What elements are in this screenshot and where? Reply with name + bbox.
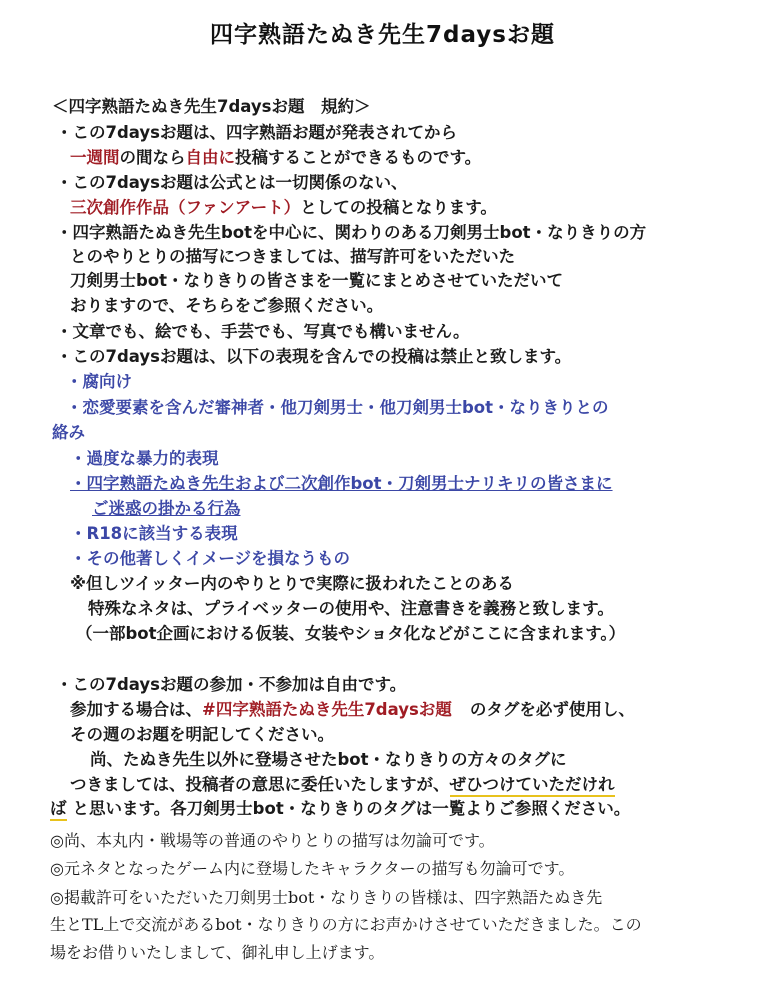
rule-6-line-1: ・この7daysお題の参加・不参加は自由です。	[56, 675, 407, 694]
prohibited-item-2-cont: 絡み	[52, 423, 85, 442]
highlight-request-cont: ば	[50, 799, 67, 818]
rule-6-tag-end: のタグを必ず使用し、	[469, 700, 635, 719]
page-title: 四字熟語たぬき先生7daysお題	[210, 22, 555, 48]
rule-6-e-pre: つきましては、投稿者の意思に委任いたしますが、	[70, 775, 450, 794]
rule-6-line-3: その週のお題を明記してください。	[70, 725, 334, 744]
rule-2-line-2	[70, 196, 497, 220]
note-3-line-2: 生とTL上で交流があるbot・なりきりの方にお声かけさせていただきました。この	[50, 915, 642, 934]
rule-6-pre: 参加する場合は、	[70, 700, 202, 719]
rule-6-line-2	[70, 698, 635, 722]
highlight-request: ぜひつけていただけれ	[449, 775, 615, 794]
prohibited-item-1: ・腐向け	[66, 372, 132, 391]
note-3-line-1: ◎掲載許可をいただいた刀剣男士bot・なりきりの皆様は、四字熟語たぬき先	[50, 888, 603, 907]
rule-6-line-6	[50, 797, 630, 821]
rule-2-end: としての投稿となります。	[300, 198, 497, 217]
note-2: ◎元ネタとなったゲーム内に登場したキャラクターの描写も勿論可です。	[50, 859, 575, 878]
rule-1-line-2	[70, 146, 481, 170]
rule-6-line-5	[70, 773, 615, 797]
emphasis-free: 自由に	[185, 148, 235, 167]
emphasis-one-week: 一週間	[70, 148, 120, 167]
prohibited-item-5: ・R18に該当する表現	[70, 524, 238, 543]
rule-2-line-1: ・この7daysお題は公式とは一切関係のない、	[56, 173, 408, 192]
rule-3-line-3: 刀剣男士bot・なりきりの皆さまを一覧にまとめさせていただいて	[70, 271, 564, 290]
rule-6-f-end: と思います。各刀剣男士bot・なりきりのタグは一覧よりご参照ください。	[72, 799, 631, 818]
rule-3-line-1: ・四字熟語たぬき先生botを中心に、関わりのある刀剣男士bot・なりきりの方	[56, 223, 647, 242]
prohibited-item-6: ・その他著しくイメージを損なうもの	[70, 549, 351, 568]
rule-6-line-4: 尚、たぬき先生以外に登場させたbot・なりきりの方々のタグに	[90, 750, 567, 769]
rule-3-line-4: おりますので、そちらをご参照ください。	[70, 296, 384, 315]
exception-note-3: （一部bot企画における仮装、女装やショタ化などがここに含まれます。）	[76, 624, 626, 643]
hashtag: #四字熟語たぬき先生7daysお題	[202, 700, 452, 719]
prohibited-item-4-cont: ご迷惑の掛かる行為	[92, 499, 241, 518]
emphasis-fan-art: 三次創作作品（ファンアート）	[70, 198, 301, 217]
prohibited-item-2: ・恋愛要素を含んだ審神者・他刀剣男士・他刀剣男士bot・なりきりとの	[66, 398, 609, 417]
rule-1-end: 投稿することができるものです。	[235, 148, 482, 167]
rule-1-mid: の間なら	[119, 148, 186, 167]
prohibited-item-4: ・四字熟語たぬき先生および二次創作bot・刀剣男士ナリキリの皆さまに	[70, 474, 613, 493]
exception-note-2: 特殊なネタは、プライベッターの使用や、注意書きを義務と致します。	[88, 599, 614, 618]
prohibited-item-3: ・過度な暴力的表現	[70, 449, 219, 468]
rule-3-line-2: とのやりとりの描写につきましては、描写許可をいただいた	[70, 247, 516, 266]
rules-header: ＜四字熟語たぬき先生7daysお題 規約＞	[52, 97, 371, 116]
note-3-line-3: 場をお借りいたしまして、御礼申し上げます。	[50, 943, 385, 962]
rule-4: ・文章でも、絵でも、手芸でも、写真でも構いません。	[56, 322, 470, 341]
rule-1-line-1: ・この7daysお題は、四字熟語お題が発表されてから	[56, 123, 457, 142]
rule-5: ・この7daysお題は、以下の表現を含んでの投稿は禁止と致します。	[56, 347, 572, 366]
note-1: ◎尚、本丸内・戦場等の普通のやりとりの描写は勿論可です。	[50, 831, 495, 850]
exception-note-1: ※但しツイッター内のやりとりで実際に扱われたことのある	[70, 574, 514, 593]
